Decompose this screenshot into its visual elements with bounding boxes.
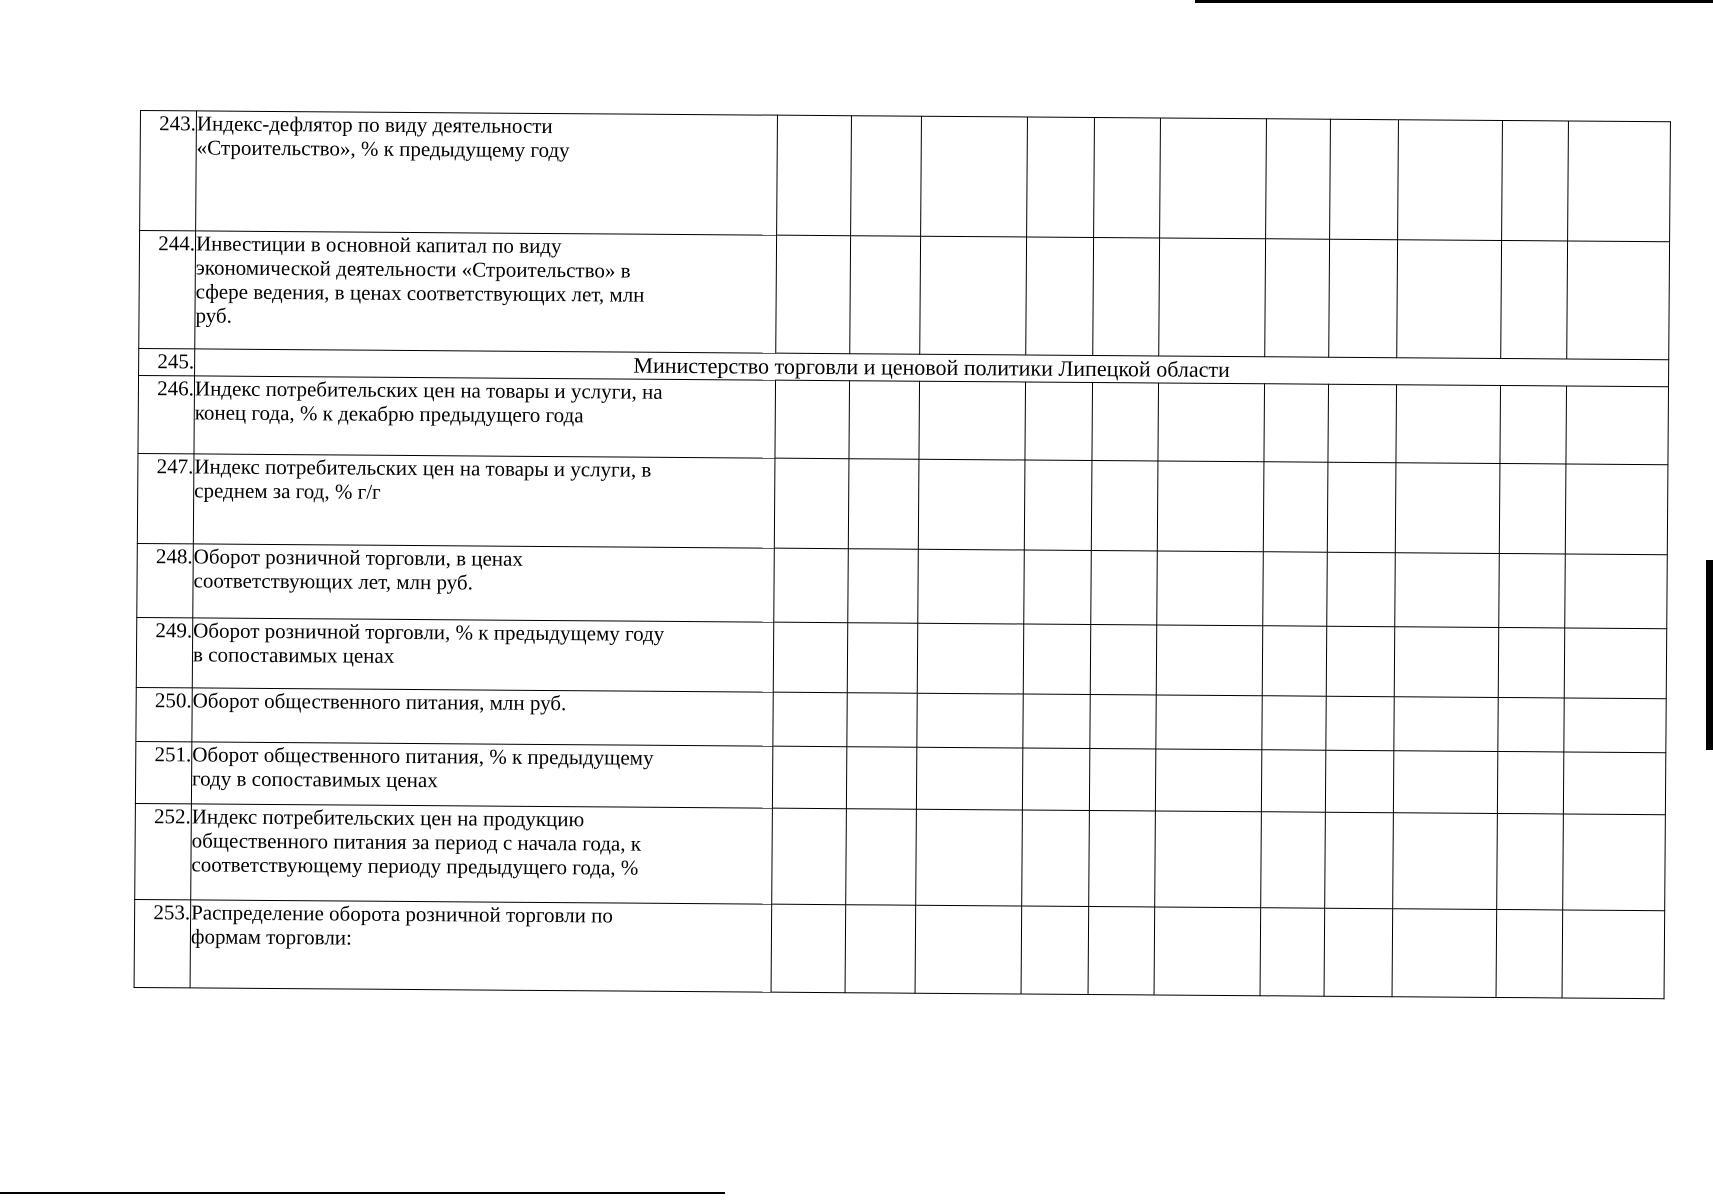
row-number: 247. [137, 453, 194, 543]
description-line: Индекс-дефлятор по виду деятельности [196, 111, 553, 139]
value-cell[interactable] [776, 235, 851, 354]
row-number: 249. [136, 617, 193, 687]
value-cell[interactable] [1325, 812, 1394, 908]
value-cell[interactable] [1563, 814, 1666, 911]
value-cell[interactable] [916, 809, 1023, 906]
value-cell[interactable] [1501, 240, 1568, 358]
description-line: году в сопоставимых ценах [192, 766, 438, 793]
description-line: общественного питания за период с начала года, к [191, 828, 642, 856]
row-number: 245. [139, 348, 195, 375]
value-cell[interactable] [1325, 750, 1393, 812]
value-cell[interactable] [1091, 460, 1158, 550]
value-cell[interactable] [1327, 552, 1396, 626]
value-cell[interactable] [1158, 383, 1265, 462]
value-cell[interactable] [1565, 554, 1668, 629]
row-number: 244. [139, 231, 196, 349]
value-cell[interactable] [848, 459, 919, 550]
value-cell[interactable] [1396, 385, 1501, 464]
value-cell[interactable] [1564, 698, 1666, 753]
value-cell[interactable] [846, 809, 917, 906]
indicator-description [191, 742, 772, 808]
table-row [138, 375, 1669, 464]
value-cell[interactable] [774, 458, 849, 549]
value-cell[interactable] [917, 623, 1024, 694]
value-cell[interactable] [1157, 551, 1264, 626]
value-cell[interactable] [1093, 237, 1160, 355]
value-cell[interactable] [845, 905, 916, 994]
value-cell[interactable] [1266, 119, 1331, 239]
value-cell[interactable] [1159, 238, 1266, 357]
value-cell[interactable] [1497, 813, 1564, 909]
description-line: соответствующему периоду предыдущего года, % [191, 852, 639, 880]
scan-edge-bottom [0, 1192, 725, 1194]
value-cell[interactable] [1263, 552, 1328, 626]
indicator-description [194, 376, 776, 458]
value-cell[interactable] [916, 747, 1022, 810]
value-cell[interactable] [1089, 810, 1156, 906]
value-cell[interactable] [1090, 694, 1156, 748]
value-cell[interactable] [1262, 696, 1326, 750]
value-cell[interactable] [1326, 696, 1394, 750]
row-number: 246. [138, 375, 195, 453]
value-cell[interactable] [1393, 751, 1497, 814]
value-cell[interactable] [1395, 463, 1500, 554]
value-cell[interactable] [1329, 239, 1398, 357]
table-row [135, 741, 1665, 814]
value-cell[interactable] [1498, 627, 1565, 697]
value-cell[interactable] [918, 459, 1025, 550]
value-cell[interactable] [1027, 117, 1095, 237]
description-line: экономической деятельности «Строительство» в [195, 255, 631, 283]
description-line: среднем за год, % г/г [194, 478, 381, 504]
indicator-description [196, 111, 778, 235]
description-line: формам торговли: [190, 924, 353, 950]
description-line: Распределение оборота розничной торговли по [191, 900, 613, 928]
description-line: соответствующих лет, млн руб. [193, 568, 473, 595]
indicator-table [134, 110, 1671, 999]
value-cell[interactable] [848, 549, 919, 624]
section-title: Министерство торговли и ценовой политики Липецкой области [195, 349, 1669, 387]
row-number: 253. [134, 899, 191, 987]
description-line: Оборот розничной торговли, % к предыдущему году [193, 618, 665, 646]
value-cell[interactable] [1023, 694, 1090, 748]
value-cell[interactable] [775, 380, 850, 459]
description-line: Оборот розничной торговли, в ценах [193, 544, 524, 571]
value-cell[interactable] [771, 904, 846, 993]
value-cell[interactable] [915, 905, 1022, 994]
value-cell[interactable] [1263, 462, 1328, 552]
value-cell[interactable] [1395, 553, 1500, 628]
indicator-description [193, 454, 775, 548]
value-cell[interactable] [846, 747, 916, 810]
table-row [137, 453, 1668, 554]
indicator-description [193, 544, 775, 622]
value-cell[interactable] [849, 381, 920, 460]
description-line: Индекс потребительских цен на продукцию [191, 804, 585, 832]
description-line: Оборот общественного питания, % к предыдущему [192, 742, 654, 770]
value-cell[interactable] [1564, 628, 1667, 699]
value-cell[interactable] [847, 693, 917, 748]
scan-edge-right [1706, 560, 1713, 750]
table-row [136, 617, 1666, 698]
scan-edge-top [1195, 0, 1713, 3]
row-number: 243. [140, 111, 197, 231]
value-cell[interactable] [772, 746, 846, 809]
table-row [135, 803, 1666, 910]
value-cell[interactable] [1024, 550, 1092, 624]
value-cell[interactable] [1568, 121, 1671, 242]
value-cell[interactable] [1157, 461, 1264, 552]
value-cell[interactable] [1024, 460, 1092, 550]
value-cell[interactable] [1260, 908, 1325, 996]
value-cell[interactable] [1326, 626, 1395, 696]
description-line: сфере ведения, в ценах соответствующих лет, млн [195, 279, 645, 307]
value-cell[interactable] [1502, 120, 1569, 240]
value-cell[interactable] [1088, 906, 1155, 994]
value-cell[interactable] [1264, 384, 1329, 462]
value-cell[interactable] [1154, 907, 1261, 996]
indicator-description [190, 900, 772, 992]
description-line: Оборот общественного питания, млн руб. [192, 688, 567, 716]
value-cell[interactable] [1261, 750, 1325, 812]
value-cell[interactable] [1026, 237, 1094, 355]
value-cell[interactable] [1324, 908, 1393, 996]
value-cell[interactable] [1394, 627, 1499, 698]
value-cell[interactable] [917, 693, 1023, 748]
description-line: в сопоставимых ценах [192, 642, 395, 668]
value-cell[interactable] [1498, 697, 1564, 751]
indicator-description [192, 618, 773, 692]
description-line: конец года, % к декабрю предыдущего года [194, 400, 584, 428]
value-cell[interactable] [1398, 120, 1503, 241]
value-cell[interactable] [1160, 118, 1267, 239]
description-line: «Строительство», % к предыдущему году [196, 135, 570, 163]
value-cell[interactable] [1567, 241, 1670, 360]
table-row [137, 543, 1668, 628]
value-cell[interactable] [1496, 909, 1563, 997]
value-cell[interactable] [1092, 382, 1159, 460]
table-row [134, 899, 1665, 998]
value-cell[interactable] [1265, 239, 1330, 357]
value-cell[interactable] [1091, 550, 1158, 624]
description-line: Индекс потребительских цен на товары и услуги, в [194, 454, 652, 482]
indicator-description [191, 804, 773, 904]
value-cell[interactable] [1499, 463, 1566, 553]
value-cell[interactable] [919, 381, 1026, 460]
value-cell[interactable] [1023, 624, 1091, 694]
value-cell[interactable] [1262, 626, 1327, 696]
value-cell[interactable] [847, 623, 918, 694]
value-cell[interactable] [1156, 625, 1263, 696]
value-cell[interactable] [1500, 385, 1567, 463]
value-cell[interactable] [1330, 119, 1399, 239]
value-cell[interactable] [1021, 906, 1089, 994]
value-cell[interactable] [1261, 812, 1326, 908]
value-cell[interactable] [1397, 240, 1502, 359]
table-row [140, 111, 1671, 242]
value-cell[interactable] [1563, 752, 1665, 815]
value-cell[interactable] [1025, 382, 1093, 460]
value-cell[interactable] [777, 115, 852, 236]
value-cell[interactable] [1022, 810, 1090, 906]
value-cell[interactable] [1022, 748, 1089, 810]
description-line: Индекс потребительских цен на товары и услуги, на [194, 376, 663, 404]
value-cell[interactable] [1562, 910, 1665, 999]
row-number: 250. [136, 687, 192, 741]
value-cell[interactable] [1155, 811, 1262, 908]
value-cell[interactable] [773, 692, 847, 747]
row-number: 251. [135, 741, 191, 803]
value-cell[interactable] [850, 236, 921, 355]
value-cell[interactable] [1155, 749, 1261, 812]
value-cell[interactable] [851, 116, 922, 237]
value-cell[interactable] [1090, 624, 1157, 694]
indicator-description [195, 231, 777, 353]
value-cell[interactable] [1565, 464, 1668, 555]
row-number: 248. [137, 543, 194, 617]
value-cell[interactable] [1392, 909, 1497, 998]
value-cell[interactable] [1094, 117, 1161, 237]
value-cell[interactable] [773, 622, 848, 693]
value-cell[interactable] [774, 548, 849, 623]
value-cell[interactable] [1089, 748, 1155, 810]
value-cell[interactable] [918, 549, 1025, 624]
indicator-table-sheet [134, 110, 1670, 999]
value-cell[interactable] [772, 808, 847, 905]
row-number: 252. [135, 803, 192, 899]
value-cell[interactable] [921, 116, 1028, 237]
value-cell[interactable] [1327, 462, 1396, 552]
description-line: руб. [195, 303, 232, 328]
description-line: Инвестиции в основной капитал по виду [195, 231, 562, 259]
value-cell[interactable] [1497, 751, 1563, 813]
value-cell[interactable] [920, 236, 1027, 355]
value-cell[interactable] [1156, 695, 1262, 750]
value-cell[interactable] [1394, 697, 1498, 752]
value-cell[interactable] [1566, 386, 1669, 465]
indicator-description [192, 688, 773, 746]
value-cell[interactable] [1393, 813, 1498, 910]
table-row [139, 231, 1670, 360]
value-cell[interactable] [1499, 553, 1566, 627]
value-cell[interactable] [1328, 384, 1397, 462]
